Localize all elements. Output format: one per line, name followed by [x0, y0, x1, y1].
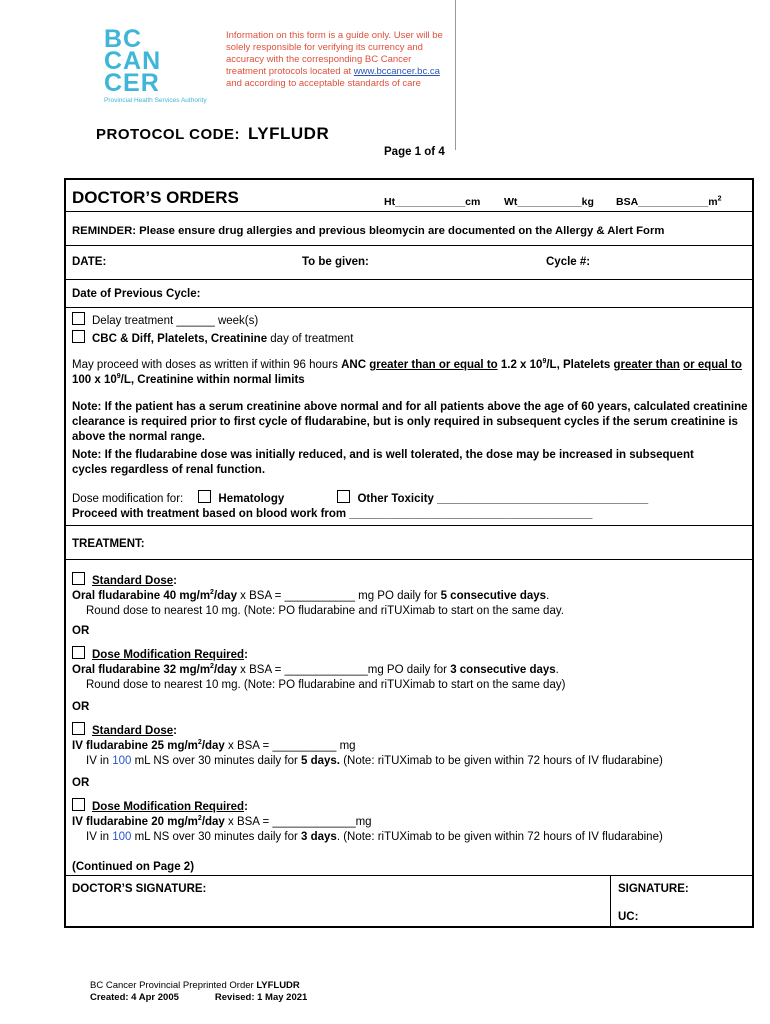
doctors-orders-form [64, 178, 754, 928]
prev-cycle-row [66, 280, 752, 308]
or-separator: OR [72, 777, 90, 789]
dose-calc[interactable]: x BSA = _____________mg [224, 816, 372, 828]
or-separator: OR [72, 625, 90, 637]
dose-calc[interactable]: x BSA = ___________ mg PO daily for [236, 590, 441, 602]
signature-label[interactable]: SIGNATURE: [618, 883, 689, 895]
footer-text: BC Cancer Provincial Preprinted Order [90, 980, 257, 991]
revised-date: Revised: 1 May 2021 [214, 992, 308, 1003]
note-part: mL NS over 30 minutes daily for [131, 755, 301, 767]
option-title: Standard Dose [92, 725, 174, 737]
protocol-code-value: LYFLUDR [247, 124, 330, 143]
period: . [555, 664, 559, 676]
volume-value: 100 [112, 755, 132, 767]
disclaimer-text-end: and according to acceptable standards of care [226, 78, 421, 89]
disclaimer-text: Information on this form is a guide only. User will be solely responsible for verifying its currency and accuracy with the corresponding BC Cancer treatment protocols located at [226, 30, 443, 77]
dose-mod-row [72, 490, 648, 507]
option-note: Round dose to nearest 10 mg. (Note: PO fludarabine and riTUXimab to start on the same day. [86, 605, 564, 617]
bc-cancer-logo [104, 25, 207, 105]
logo-line: BC [104, 25, 143, 53]
delay-option [72, 312, 258, 329]
gte-text-2a: greater than [613, 359, 680, 371]
or-separator: OR [72, 701, 90, 713]
dose-unit: /day [201, 816, 225, 828]
anc-value: 1.2 x 10 [497, 359, 543, 371]
dose-text: Oral fludarabine 40 mg/m [72, 590, 211, 602]
option-note [72, 830, 663, 845]
logo-line: CER [104, 69, 160, 97]
treatment-section [66, 560, 752, 876]
option-modified-oral: Dose Modification Required: Oral fludarabine 32 $mg/m^2$/day x BSA = _____________mg PO daily for 3 consecutive days. Round dose to nearest 10 mg. (Note: PO fludarabine and riTUXimab to start on the same day) [72, 646, 565, 693]
checks-section [66, 308, 752, 526]
note-part: IV in [86, 831, 113, 843]
delay-text: Delay treatment ______ week(s) [92, 315, 259, 327]
standard-iv-checkbox[interactable] [72, 722, 85, 735]
standard-oral-checkbox[interactable] [72, 572, 85, 585]
option-note [72, 754, 663, 769]
period: . [546, 590, 550, 602]
proceed-criteria [72, 358, 748, 388]
dose-duration: 5 consecutive days [440, 590, 547, 602]
volume-value: 100 [112, 831, 132, 843]
other-toxicity-field[interactable]: Other Toxicity _________________________________ [357, 493, 649, 505]
logo-line: CAN [104, 47, 162, 75]
note-part: IV in [86, 755, 113, 767]
weight-field[interactable]: Wt___________kg [504, 196, 594, 208]
hematology-label: Hematology [218, 493, 285, 505]
doctor-signature-label[interactable]: DOCTOR’S SIGNATURE: [72, 883, 207, 895]
other-toxicity-checkbox[interactable] [337, 490, 350, 503]
dose-calc[interactable]: x BSA = _____________mg PO daily for [236, 664, 451, 676]
proceed-bloodwork[interactable]: Proceed with treatment based on blood work from ______________________________________ [72, 508, 593, 520]
date-row [66, 246, 752, 280]
dose-calc[interactable]: x BSA = __________ mg [224, 740, 356, 752]
gte-text-2b: or equal to [683, 359, 742, 371]
dose-duration: 3 consecutive days [450, 664, 556, 676]
sup9: 9 [116, 373, 121, 381]
bccancer-link[interactable]: www.bccancer.bc.ca [353, 66, 440, 77]
option-title: Dose Modification Required [92, 649, 245, 661]
footer-code: LYFLUDR [256, 980, 300, 991]
option-standard-oral: Standard Dose: Oral fludarabine 40 $mg/m^2$/day x BSA = ___________ mg PO daily for 5 consecutive days. Round dose to nearest 10 mg. (Note: PO fludarabine and riTUXimab to start on the same day. [72, 572, 564, 619]
date-label[interactable]: DATE: [72, 256, 107, 268]
option-note: Round dose to nearest 10 mg. (Note: PO fludarabine and riTUXimab to start on the same day) [86, 679, 566, 691]
disclaimer [226, 30, 446, 90]
note-dose-increase: Note: If the fludarabine dose was initially reduced, and is well tolerated, the dose may be increased in subsequent cycles regardless of renal function. [72, 449, 694, 476]
note-creatinine: Note: If the patient has a serum creatinine above normal and for all patients above the age of 60 years, calculated creatinine clearance is required prior to first cycle of fludarabine, but is only required in subsequent cycles if the serum creatinine is above the normal range. [72, 401, 748, 443]
dose-duration: 5 days. [301, 755, 340, 767]
note-part: mL NS over 30 minutes daily for [131, 831, 301, 843]
dose-unit: /day [213, 664, 237, 676]
dose-text: IV fludarabine 20 mg/m [72, 816, 198, 828]
modified-iv-checkbox[interactable] [72, 798, 85, 811]
signature-row [66, 876, 752, 928]
prev-cycle-label[interactable]: Date of Previous Cycle: [72, 288, 201, 300]
uc-label[interactable]: UC: [618, 911, 639, 923]
option-title: Standard Dose [92, 575, 174, 587]
reminder: REMINDER: Please ensure drug allergies and previous bleomycin are documented on the Allergy & Alert Form [72, 225, 665, 237]
option-title: Dose Modification Required [92, 801, 245, 813]
anc-label: ANC [341, 359, 370, 371]
cbc-post: day of treatment [267, 333, 354, 345]
hematology-checkbox[interactable] [198, 490, 211, 503]
divider [455, 0, 456, 150]
bsa-field[interactable] [616, 195, 722, 210]
reminder-row [66, 212, 752, 246]
dose-mod-label: Dose modification for: [72, 493, 184, 505]
proceed-text: May proceed with doses as written if within 96 hours [72, 359, 342, 371]
logo-subtitle: Provincial Health Services Authority [104, 97, 207, 104]
dose-duration: 3 days [301, 831, 337, 843]
footer [90, 980, 307, 1004]
to-be-given-label[interactable]: To be given: [302, 256, 369, 268]
cbc-option [72, 330, 353, 347]
cbc-text: CBC & Diff, Platelets, Creatinine [92, 333, 268, 345]
dose-unit: /day [213, 590, 237, 602]
note-part: . (Note: riTUXimab to be given within 72 hours of IV fludarabine) [336, 831, 663, 843]
created-date: Created: 4 Apr 2005 [90, 992, 179, 1003]
gte-text: greater than or equal to [369, 359, 498, 371]
dose-text: Oral fludarabine 32 mg/m [72, 664, 211, 676]
sup9: 9 [542, 358, 547, 366]
platelets-label: /L, Platelets [546, 359, 614, 371]
height-field[interactable]: Ht____________cm [384, 196, 481, 208]
protocol-label: PROTOCOL CODE: [96, 126, 240, 143]
treatment-label: TREATMENT: [72, 538, 145, 550]
signature-divider [610, 876, 611, 928]
note-part: (Note: riTUXimab to be given within 72 hours of IV fludarabine) [340, 755, 663, 767]
continued-note: (Continued on Page 2) [72, 861, 195, 873]
option-modified-iv: Dose Modification Required: IV fludarabine 20 $mg/m^2$/day x BSA = _____________mg IV in 100 mL NS over 30 minutes daily for 3 days. (Note: riTUXimab to be given within 72 hours of IV fludarabine) [72, 798, 663, 845]
bsa-text: BSA____________m [616, 196, 718, 208]
platelets-value: 100 x 10 [72, 374, 117, 386]
protocol-code [96, 124, 329, 144]
cbc-checkbox[interactable] [72, 330, 85, 343]
form-title: DOCTOR’S ORDERS [72, 188, 239, 207]
treatment-header-row [66, 526, 752, 560]
dose-text: IV fludarabine 25 mg/m [72, 740, 198, 752]
creatinine-text: /L, Creatinine within normal limits [120, 374, 305, 386]
cycle-label[interactable]: Cycle #: [546, 256, 591, 268]
title-row [66, 180, 752, 212]
option-standard-iv: Standard Dose: IV fludarabine 25 $mg/m^2$/day x BSA = __________ mg IV in 100 mL NS over 30 minutes daily for 5 days. (Note: riTUXimab to be given within 72 hours of IV fludarabine) [72, 722, 663, 769]
modified-oral-checkbox[interactable] [72, 646, 85, 659]
dose-unit: /day [201, 740, 225, 752]
bsa-sup: 2 [717, 195, 722, 203]
page-number: Page 1 of 4 [384, 146, 445, 158]
delay-checkbox[interactable] [72, 312, 85, 325]
